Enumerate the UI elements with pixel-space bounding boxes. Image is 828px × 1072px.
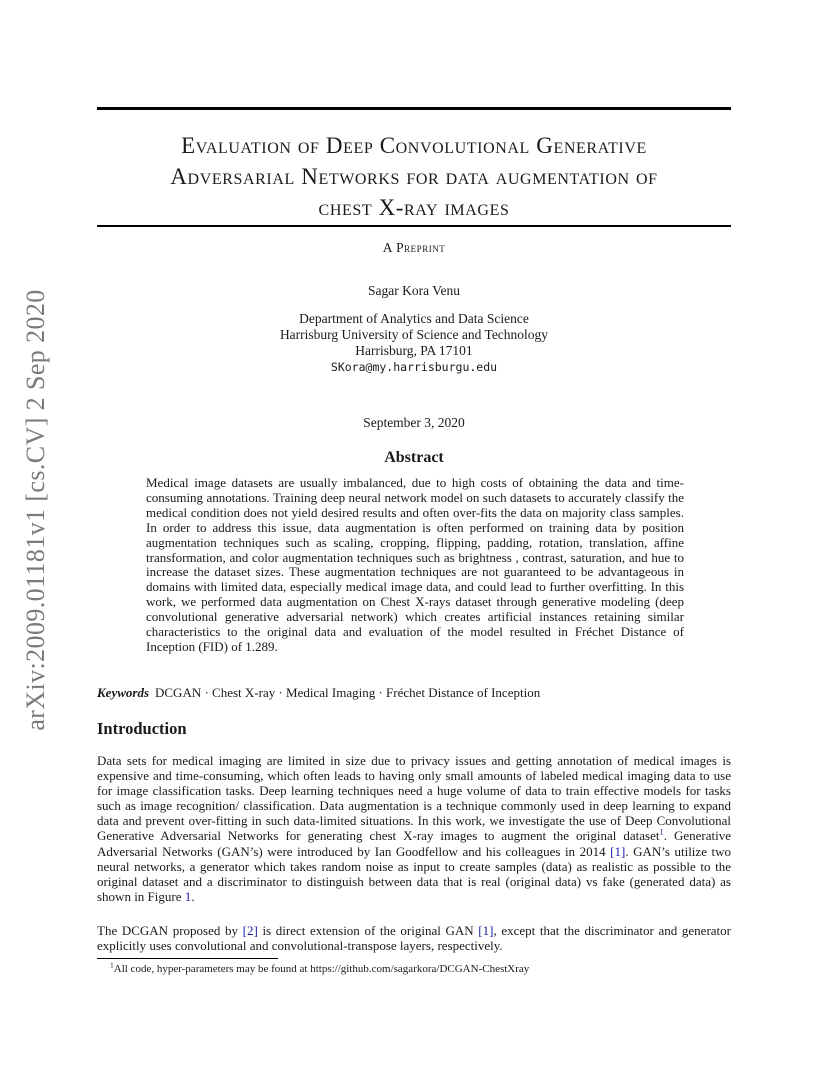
abstract-text: Medical image datasets are usually imbalanced, due to high costs of obtaining the data and time-consuming annotations. Training deep neural network model on such datasets to accurately classify the medical condition does not yield desired results and often over-fits the data on majority class samples. In order to address this issue, data augmentation is often performed on training data by position augmentation techniques such as scaling, cropping, flipping, padding, rotation, translation, affine transformation, and color augmentation techniques such as brightness , contrast, saturation, and hue to increase the dataset sizes. These augmentation techniques are not guaranteed to be advantageous in domains with limited data, especially medical image data, and could lead to further overfitting. In this work, we performed data augmentation on Chest X-rays dataset through generative modeling (deep convolutional generative adversarial network) which creates artificial instances retaining similar characteristics to the original data and evaluation of the model resulted in Fréchet Distance of Inception (FID) of 1.289.	[146, 475, 684, 654]
paragraph-text: . GAN’s utilize two neural networks, a generator which takes random noise as input to create samples (data) as realistic as possible to the original dataset and a discriminator to distinguish between data that is real (original data) vs fake (generated data) as shown in Figure	[97, 843, 731, 904]
keywords-label: Keywords	[97, 685, 149, 700]
paper-date: September 3, 2020	[363, 415, 465, 430]
paragraph-text: The DCGAN proposed by	[97, 923, 243, 938]
author-email: SKora@my.harrisburgu.edu	[330, 360, 498, 374]
paragraph-text: , except that the discriminator and generator explicitly uses convolutional and convolutional-transpose layers, respectively.	[97, 923, 731, 954]
paragraph-text: Data sets for medical imaging are limited in size due to privacy issues and getting annotation of medical images is expensive and time-consuming, which often leads to having only small amounts of labeled medical imaging data to use for image classification tasks. Deep learning techniques need a huge volume of data to train effective models for tasks such as image recognition/ classification. Data augmentation is a technique commonly used in deep learning to expand data and prevent over-fitting in such data-limited situations. In this work, we investigate the use of Deep Convolutional Generative Adversarial Networks for generating chest X-ray images to augment the original dataset	[97, 753, 731, 844]
affiliation-department: Department of Analytics and Data Science	[299, 311, 529, 326]
footnote	[110, 960, 710, 975]
title-line: Evaluation of Deep Convolutional Generative	[181, 133, 647, 158]
title-top-rule	[97, 107, 731, 110]
citation-link-1[interactable]: [1]	[478, 923, 494, 938]
author-affiliation	[0, 311, 828, 375]
citation-link-2[interactable]: [2]	[242, 923, 258, 938]
keywords-line	[97, 685, 731, 701]
footnote-link[interactable]: 1	[659, 827, 664, 838]
footnote-rule	[97, 958, 278, 959]
keywords-list: DCGAN · Chest X-ray · Medical Imaging · Fréchet Distance of Inception	[155, 685, 541, 700]
citation-link-1[interactable]: [1]	[610, 843, 626, 859]
introduction-heading: Introduction	[97, 719, 187, 738]
title-bottom-rule	[97, 225, 731, 227]
paragraph-text: .	[191, 888, 195, 904]
footnote-text: All code, hyper-parameters may be found at https://github.com/sagarkora/DCGAN-ChestXray	[113, 963, 530, 975]
paragraph-text: . Generative Adversarial Networks (GAN’s) were introduced by Ian Goodfellow and his colleagues in 2014	[97, 828, 731, 859]
affiliation-location: Harrisburg, PA 17101	[355, 343, 473, 358]
paper-title	[90, 130, 738, 223]
introduction-paragraph-1	[97, 753, 731, 904]
title-line: Adversarial Networks for data augmentation of	[170, 164, 658, 189]
abstract-heading: Abstract	[384, 449, 444, 466]
affiliation-university: Harrisburg University of Science and Technology	[279, 327, 549, 342]
paragraph-text: is direct extension of the original GAN	[257, 923, 479, 938]
introduction-paragraph-2	[97, 923, 731, 953]
figure-link-1[interactable]: 1	[184, 888, 192, 904]
footnote-mark: 1	[110, 960, 114, 970]
title-line: chest X-ray images	[318, 195, 510, 220]
preprint-label: A Preprint	[382, 240, 446, 255]
arxiv-side-stamp: arXiv:2009.01181v1 [cs.CV] 2 Sep 2020	[21, 289, 50, 731]
author-name: Sagar Kora Venu	[368, 283, 460, 298]
